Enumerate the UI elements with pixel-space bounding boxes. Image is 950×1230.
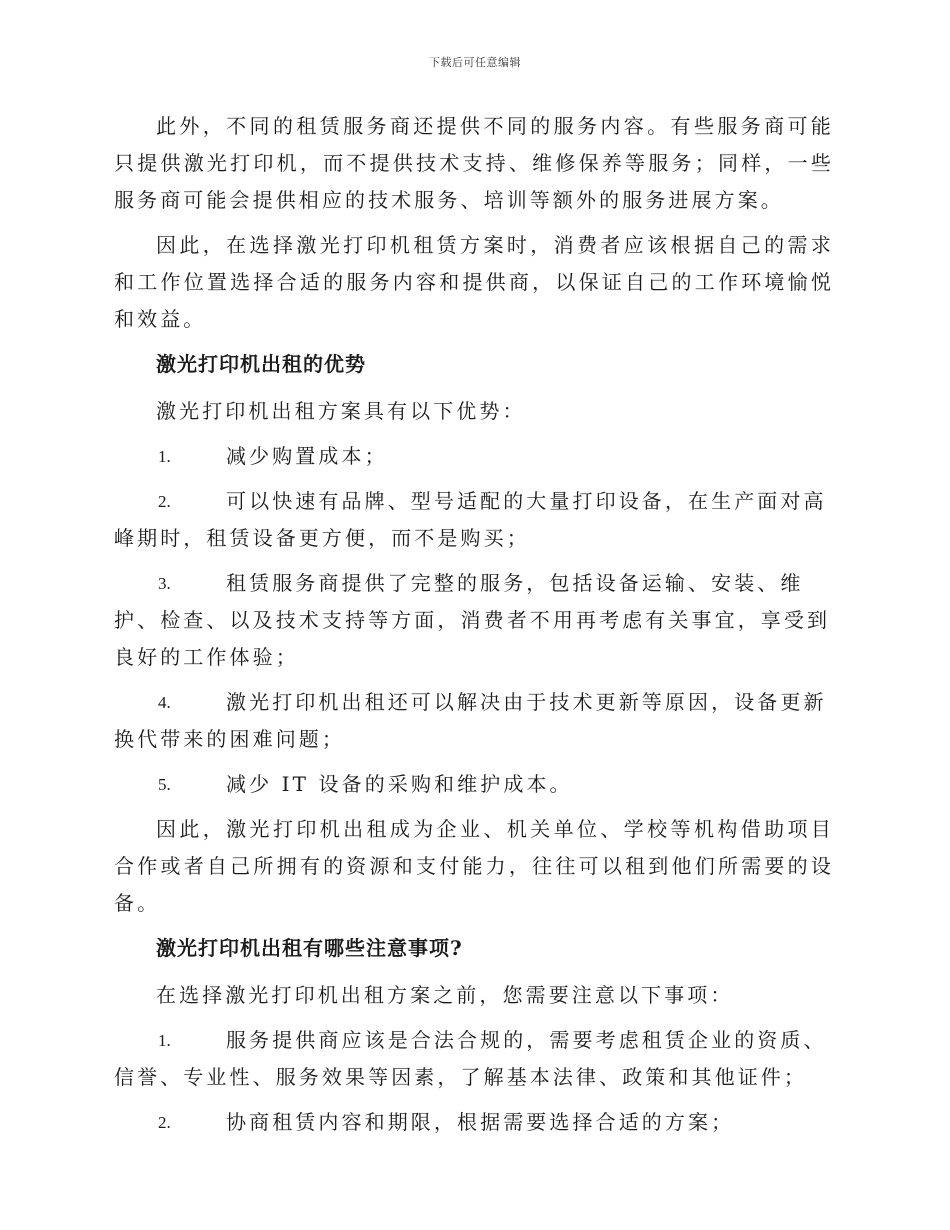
paragraph-service-differences: 此外，不同的租赁服务商还提供不同的服务内容。有些服务商可能只提供激光打印机，而不提供技术支持、维修保养等服务；同样，一些服务商可能会提供相应的技术服务、培训等额外的服务进展方案。 (114, 114, 834, 212)
paragraph-choose-plan: 因此，在选择激光打印机租赁方案时，消费者应该根据自己的需求和工作位置选择合适的服务内容和提供商，以保证自己的工作环境愉悦和效益。 (114, 233, 834, 331)
heading-advantages: 激光打印机出租的优势 (156, 352, 366, 376)
list-number: 4. (158, 693, 171, 712)
paragraph-precautions-intro: 在选择激光打印机出租方案之前，您需要注意以下事项： (156, 983, 734, 1007)
list-item-precaution (114, 1022, 834, 1096)
list-number: 3. (158, 574, 171, 593)
list-item-advantage (114, 483, 834, 557)
list-text: 服务提供商应该是合法合规的，需要考虑租赁企业的资质、信誉、专业性、服务效果等因素，了解基本法律、政策和其他证件； (114, 1028, 827, 1089)
list-text: 减少 IT 设备的采购和维护成本。 (226, 772, 573, 796)
page-header: 下载后可任意编辑 (429, 56, 521, 69)
list-item-advantage (114, 684, 834, 758)
heading-precautions: 激光打印机出租有哪些注意事项? (156, 936, 463, 960)
list-text: 激光打印机出租还可以解决由于技术更新等原因，设备更新换代带来的困难问题； (114, 690, 827, 751)
list-item-advantage (114, 565, 834, 676)
list-text: 协商租赁内容和期限，根据需要选择合适的方案； (226, 1110, 735, 1134)
list-text: 租赁服务商提供了完整的服务，包括设备运输、安装、维护、检查、以及技术支持等方面，消费者不用再考虑有关事宜，享受到良好的工作体验； (114, 571, 831, 669)
paragraph-rental-conclusion: 因此，激光打印机出租成为企业、机关单位、学校等机构借助项目合作或者自己所拥有的资源和支付能力，往往可以租到他们所需要的设备。 (114, 817, 834, 915)
document-body (114, 108, 834, 1149)
list-number: 1. (158, 1031, 171, 1050)
list-number: 2. (158, 492, 171, 511)
list-text: 减少购置成本； (226, 444, 388, 468)
list-number: 5. (158, 775, 171, 794)
list-number: 1. (158, 447, 171, 466)
list-item-precaution (114, 1104, 834, 1141)
list-item-advantage (114, 766, 834, 803)
paragraph-advantages-intro: 激光打印机出租方案具有以下优势： (156, 399, 526, 423)
list-item-advantage (114, 438, 834, 475)
list-number: 2. (158, 1113, 171, 1132)
list-text: 可以快速有品牌、型号适配的大量打印设备，在生产面对高峰期时，租赁设备更方便，而不是购买； (114, 489, 827, 550)
